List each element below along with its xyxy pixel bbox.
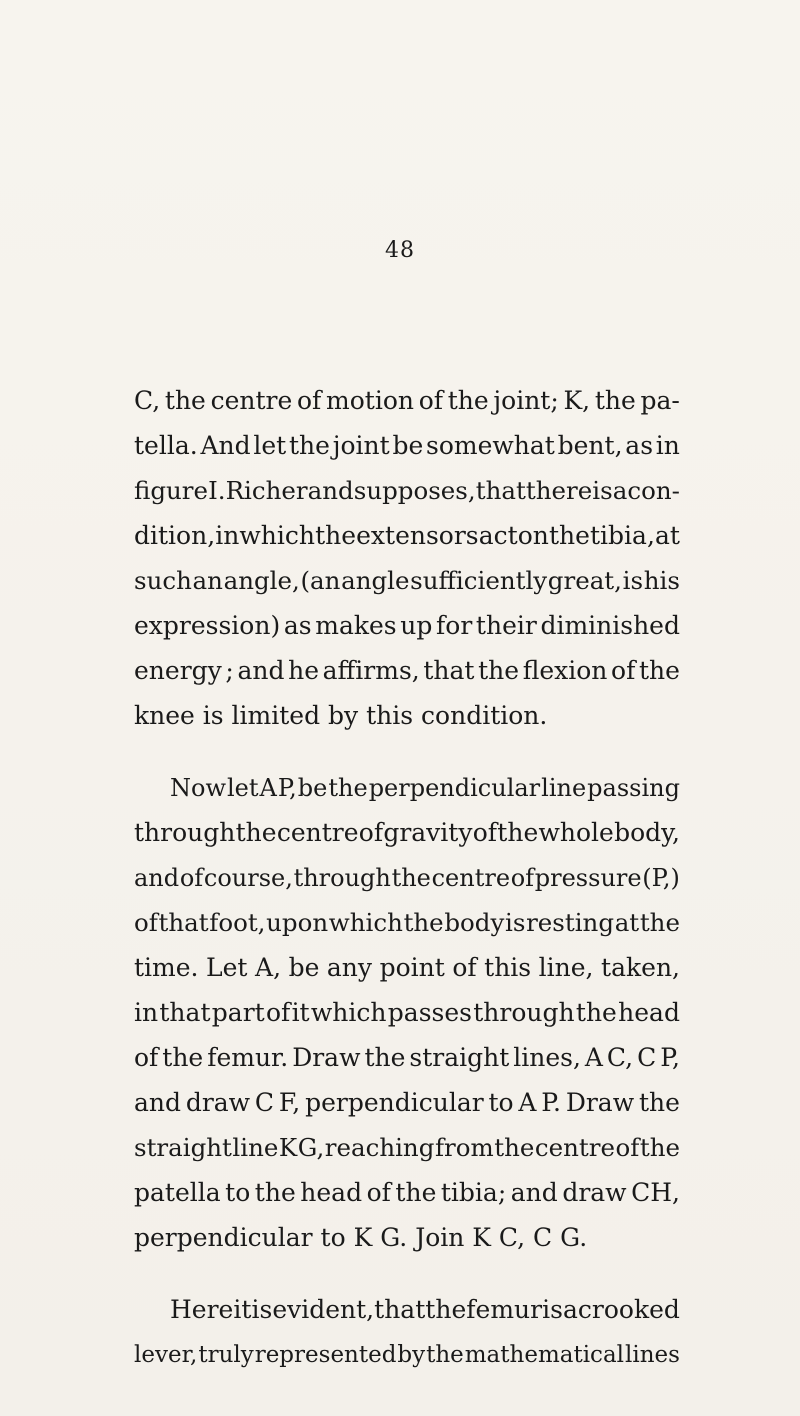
word: A	[259, 774, 277, 802]
word: act	[478, 521, 518, 550]
text-line	[134, 1088, 680, 1118]
word: passing	[587, 774, 680, 802]
word: and	[134, 864, 180, 892]
word: that	[475, 476, 526, 505]
word: C,	[606, 1043, 634, 1072]
word: be	[392, 431, 424, 460]
word: K,	[563, 386, 591, 415]
word: at	[614, 908, 640, 937]
word: femur	[466, 1295, 543, 1324]
word: motion	[326, 386, 414, 415]
word: head	[618, 998, 680, 1027]
word: is	[592, 476, 613, 505]
word: the	[364, 1043, 406, 1072]
word: point	[379, 953, 445, 982]
word: line	[541, 774, 587, 802]
word: on	[517, 521, 549, 550]
word: is	[542, 1295, 563, 1324]
word: femur.	[207, 1043, 289, 1072]
word: let	[227, 774, 259, 802]
word: through	[134, 818, 236, 847]
word: somewhat	[426, 431, 555, 460]
word: of	[472, 818, 498, 847]
word: the	[639, 908, 680, 937]
word: the	[254, 1178, 296, 1207]
word: it	[233, 1295, 252, 1324]
word: passes	[387, 998, 472, 1027]
word: through	[473, 998, 575, 1027]
word: the	[328, 774, 368, 802]
text-line	[134, 1178, 680, 1208]
word: the	[638, 656, 680, 685]
word: such	[134, 566, 192, 595]
text-line	[134, 611, 680, 641]
word: let	[253, 431, 287, 460]
word: upon	[266, 908, 329, 937]
word: of	[297, 386, 322, 415]
word: their	[475, 611, 537, 640]
word: which	[328, 908, 403, 937]
word: A	[584, 1043, 603, 1072]
word: flexion	[522, 656, 608, 685]
word: energy	[134, 656, 222, 685]
word: the	[447, 386, 489, 415]
word: the	[575, 998, 617, 1027]
word: the	[391, 864, 431, 892]
word: the	[638, 1088, 680, 1117]
word: part	[211, 998, 265, 1027]
word: the	[497, 818, 539, 847]
word: the	[164, 386, 206, 415]
word: is	[505, 908, 526, 937]
word: that	[374, 1295, 426, 1324]
word: of	[418, 386, 444, 415]
word: course,	[203, 864, 293, 892]
word: of	[179, 864, 204, 892]
word: makes	[315, 611, 397, 640]
word: tibia;	[440, 1178, 507, 1207]
word: to	[225, 1178, 251, 1207]
word: Draw	[565, 1088, 635, 1117]
word: which	[239, 521, 316, 550]
word: the	[235, 818, 277, 847]
text-line	[134, 998, 680, 1028]
word: represented	[254, 1342, 397, 1368]
word: straight	[409, 1043, 510, 1072]
text-line	[134, 1133, 680, 1163]
text-line	[134, 476, 680, 506]
word: of	[452, 953, 477, 982]
word: C,	[134, 386, 161, 415]
text-line	[134, 953, 680, 983]
word: G,	[297, 1133, 325, 1162]
word: of	[611, 656, 636, 685]
word: resting	[526, 908, 615, 937]
word: Richerand	[225, 476, 354, 505]
word: tibia,	[590, 521, 655, 550]
word: P.	[541, 1088, 561, 1117]
word: Here	[170, 1295, 234, 1324]
word: A	[518, 1088, 537, 1117]
word: A,	[255, 953, 282, 982]
word: be	[288, 953, 320, 982]
word: angle,	[223, 566, 300, 595]
word: it	[291, 998, 310, 1027]
text-line: perpendicular to K G. Join K C, C G.	[134, 1223, 588, 1252]
word: joint	[332, 431, 390, 460]
word: diminished	[540, 611, 680, 640]
word: which	[310, 998, 387, 1027]
word: C	[254, 1088, 275, 1117]
text-line	[134, 656, 680, 686]
word: truly	[198, 1342, 254, 1368]
word: And	[200, 431, 251, 460]
word: the	[425, 1295, 467, 1324]
word: body,	[614, 818, 680, 847]
word: at	[654, 521, 680, 550]
word: tella.	[134, 431, 198, 460]
word: centre	[431, 864, 511, 892]
word: the	[594, 386, 636, 415]
word: this	[484, 953, 532, 982]
word: patella	[134, 1178, 221, 1207]
word: reaching	[324, 1133, 435, 1162]
word: and	[134, 1088, 182, 1117]
word: be	[297, 774, 328, 802]
word: the	[162, 1043, 204, 1072]
word: by	[397, 1342, 426, 1368]
word: there	[525, 476, 593, 505]
word: a	[612, 476, 628, 505]
word: extensors	[356, 521, 479, 550]
word: foot,	[209, 908, 266, 937]
word: as	[283, 611, 312, 640]
word: draw	[185, 1088, 251, 1117]
word: P,	[660, 1043, 680, 1072]
word: pa-	[640, 386, 680, 415]
word: taken,	[601, 953, 680, 982]
word: great,	[547, 566, 622, 595]
text-line	[170, 773, 680, 803]
word: of	[510, 864, 535, 892]
word: the	[639, 1133, 680, 1162]
word: for	[436, 611, 473, 640]
word: of	[358, 818, 384, 847]
text-line	[134, 1340, 680, 1370]
word: affirms,	[322, 656, 420, 685]
word: (P,)	[642, 864, 680, 892]
word: of	[134, 1043, 159, 1072]
word: any	[326, 953, 373, 982]
word: of	[134, 908, 158, 937]
word: evident,	[272, 1295, 375, 1324]
word: the	[289, 431, 330, 460]
word: his	[643, 566, 680, 595]
word: con-	[627, 476, 680, 505]
word: perpendicular	[368, 774, 541, 802]
word: and	[237, 656, 285, 685]
word: P,	[277, 774, 297, 802]
word: the	[494, 1133, 535, 1162]
text-line	[134, 1043, 680, 1073]
word: as	[625, 431, 654, 460]
word: figure	[134, 476, 209, 505]
word: draw	[562, 1178, 627, 1207]
word: C	[637, 1043, 657, 1072]
word: pressure	[534, 864, 642, 892]
text-line	[134, 521, 680, 551]
word: centre	[534, 1133, 615, 1162]
page-number: 48	[385, 238, 415, 263]
word: straight	[134, 1133, 232, 1162]
word: Draw	[292, 1043, 361, 1072]
word: lines,	[513, 1043, 581, 1072]
word: the	[478, 656, 520, 685]
word: sufficiently	[410, 566, 548, 595]
word: lever,	[134, 1342, 198, 1368]
text-line	[134, 908, 680, 938]
word: the	[426, 1342, 464, 1368]
word: up	[400, 611, 433, 640]
word: (an	[300, 566, 341, 595]
word: supposes,	[353, 476, 476, 505]
word: the	[548, 521, 590, 550]
word: time.	[134, 953, 199, 982]
word: is	[622, 566, 644, 595]
word: Let	[206, 953, 248, 982]
word: to	[488, 1088, 514, 1117]
word: line	[232, 1133, 279, 1162]
word: lines	[624, 1342, 680, 1368]
text-line	[134, 818, 680, 848]
word: crooked	[577, 1295, 680, 1324]
text-line	[134, 386, 680, 416]
word: of	[615, 1133, 640, 1162]
word: from	[434, 1133, 494, 1162]
word: ;	[225, 656, 234, 685]
word: mathematical	[464, 1342, 625, 1368]
word: joint;	[493, 386, 559, 415]
word: an	[192, 566, 223, 595]
word: of	[366, 1178, 391, 1207]
word: I.	[208, 476, 226, 505]
word: that	[158, 908, 209, 937]
word: in	[655, 431, 680, 460]
word: he	[288, 656, 320, 685]
text-line	[134, 863, 680, 893]
word: the	[395, 1178, 437, 1207]
word: through	[293, 864, 391, 892]
word: K	[278, 1133, 298, 1162]
word: F,	[278, 1088, 301, 1117]
word: dition,	[134, 521, 216, 550]
word: and	[510, 1178, 558, 1207]
word: in	[215, 521, 240, 550]
word: angle	[341, 566, 410, 595]
word: of	[265, 998, 291, 1027]
word: Now	[170, 774, 226, 802]
word: line,	[538, 953, 594, 982]
word: whole	[538, 818, 614, 847]
word: expression)	[134, 611, 281, 640]
word: is	[251, 1295, 273, 1324]
word: bent,	[557, 431, 623, 460]
text-line	[134, 566, 680, 596]
word: gravity	[383, 818, 473, 847]
word: centre	[210, 386, 293, 415]
word: in	[134, 998, 159, 1027]
word: body	[444, 908, 505, 937]
word: that	[423, 656, 475, 685]
text-line	[170, 1295, 680, 1325]
word: the	[403, 908, 444, 937]
text-line: knee is limited by this condition.	[134, 701, 548, 730]
word: perpendicular	[305, 1088, 484, 1117]
word: that	[159, 998, 211, 1027]
word: centre	[276, 818, 359, 847]
word: CH,	[631, 1178, 680, 1207]
text-line	[134, 431, 680, 461]
word: head	[300, 1178, 363, 1207]
word: a	[562, 1295, 578, 1324]
word: the	[315, 521, 357, 550]
